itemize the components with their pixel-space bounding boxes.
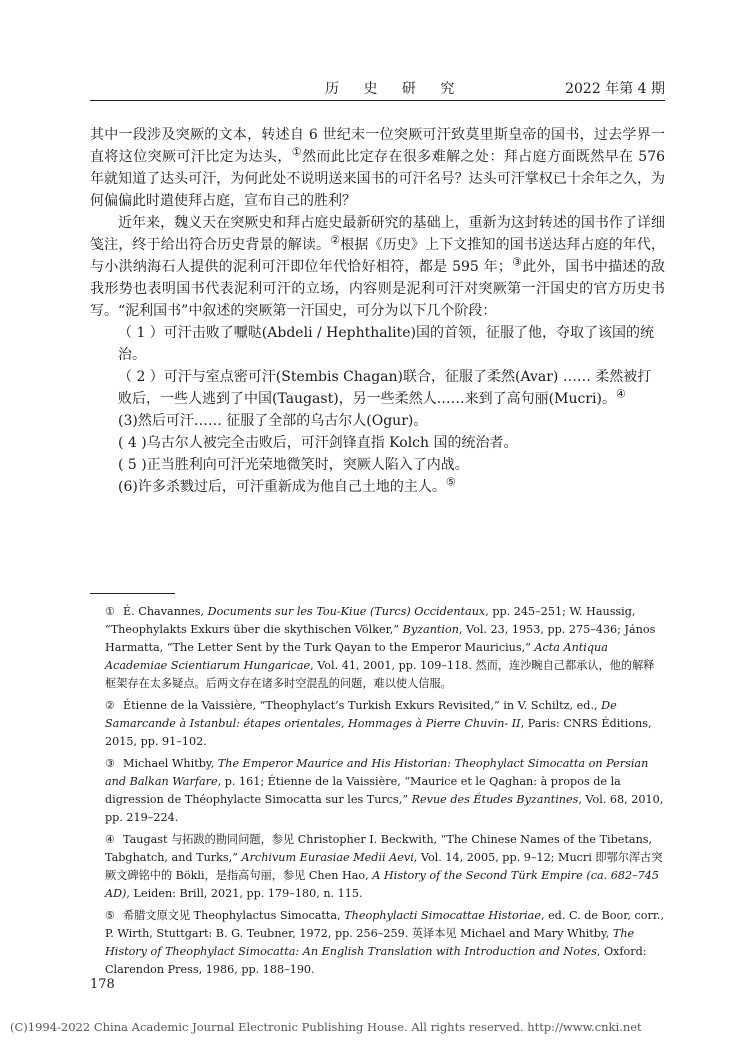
issue-label: 2022 年第 4 期 [565, 81, 665, 97]
footnote-ref[interactable]: ③ [511, 255, 523, 269]
list-item: （ 1 ）可汗击败了嚈哒(Abdeli / Hephthalite)国的首领，征服了他，夺取了该国的统治。 [118, 325, 654, 363]
copyright-notice: (C)1994-2022 China Academic Journal Electronic Publishing House. All rights reserved. http://www.cnki.net [10, 1020, 642, 1034]
list-item: ( 5 )正当胜利向可汗光荣地微笑时，突厥人陷入了内战。 [118, 457, 469, 473]
footnote: ⑤ 希腊文原文见 Theophylactus Simocatta, Theophylacti Simocattae Historiae, ed. C. de Boor, corr., P. Wirth, Stuttgart: B. G. Teubner, 1972, pp. 256–259. 英译本见 Michael and Mary Whitby, The History of Theophylact Simocatta: An English Translation with Introduction and Notes, Oxford: Clarendon Press, 1986, pp. 188–190. [105, 909, 665, 976]
list-item: (6)许多杀戮过后，可汗重新成为他自己土地的主人。⑤ [118, 475, 456, 495]
footnote: ① É. Chavannes, Documents sur les Tou-Kiue (Turcs) Occidentaux, pp. 245–251; W. Haussig, “Theophylakts Exkurs über die skythischen Völker,” Byzantion, Vol. 23, 1953, pp. 275–436; János Harmatta, “The Letter Sent by the Turk Qayan to the Emperor Mauricius,” Acta Antiqua Academiae Scientiarum Hungaricae, Vol. 41, 2001, pp. 109–118. 然而，连沙畹自己都承认，他的解释框架存在太多疑点。后两文存在诸多时空混乱的问题，难以使人信服。 [105, 605, 656, 690]
footnotes [105, 603, 665, 983]
footnote-ref[interactable]: ⑤ [445, 475, 456, 489]
paragraph: 近年来，魏义天在突厥史和拜占庭史最新研究的基础上，重新为这封转述的国书作了详细笺注，终于给出符合历史背景的解读。②根据《历史》上下文推知的国书送达拜占庭的年代，与小洪纳海石人提供的泥利可汗即位年代恰好相符，都是 595 年；③此外，国书中描述的敌我形势也表明国书代表泥利可汗的立场，内容则是泥利可汗对突厥第一汗国史的官方历史书写。“泥利国书”中叙述的突厥第一汗国史，可分为以下几个阶段： [90, 215, 666, 319]
footnote: ③ Michael Whitby, The Emperor Maurice and His Historian: Theophylact Simocatta on Persian and Balkan Warfare, p. 161; Étienne de la Vaissière, “Maurice et le Qaghan: à propos de la digression de Théophylacte Simocatta sur les Turcs,” Revue des Études Byzantines, Vol. 68, 2010, pp. 219–224. [105, 757, 664, 824]
journal-title: 历 史 研 究 [325, 81, 465, 97]
footnote: ④ Taugast 与拓跋的勘同问题，参见 Christopher I. Beckwith, “The Chinese Names of the Tibetans, Tabghatch, and Turks,” Archivum Eurasiae Medii Aevi, Vol. 14, 2005, pp. 9–12; Mucri 即鄂尔浑古突厥文碑铭中的 Bökli，是指高句丽，参见 Chen Hao, A History of the Second Türk Empire (ca. 682–745 AD), Leiden: Brill, 2021, pp. 179–180, n. 115. [105, 833, 663, 900]
paragraph: 其中一段涉及突厥的文本，转述自 6 世纪末一位突厥可汗致莫里斯皇帝的国书，过去学界一直将这位突厥可汗比定为达头，①然而此比定存在很多难解之处：拜占庭方面既然早在 576 年就知道了达头可汗，为何此处不说明送来国书的可汗名号？达头可汗掌权已十余年之久，为何偏偏此时遣使拜占庭，宣布自己的胜利？ [90, 127, 666, 209]
stage-list [118, 322, 665, 498]
page-number: 178 [90, 977, 115, 992]
main-text [90, 124, 665, 498]
footnote-ref[interactable]: ① [291, 145, 303, 159]
footnote-ref[interactable]: ② [330, 233, 341, 247]
list-item: （ 2 ）可汗与室点密可汗(Stembis Chagan)联合，征服了柔然(Avar) …… 柔然被打败后，一些人逃到了中国(Taugast)，另一些柔然人……来到了高句丽(Mucri)。④ [118, 369, 652, 407]
footnote-divider [90, 593, 175, 594]
footnote: ② Étienne de la Vaissière, “Theophylact’s Turkish Exkurs Revisited,” in V. Schiltz, ed., De Samarcande à Istanbul: étapes orientales, Hommages à Pierre Chuvin- II, Paris: CNRS Éditions, 2015, pp. 91–102. [105, 699, 652, 748]
footnote-ref[interactable]: ④ [615, 387, 626, 401]
list-item: (3)然后可汗…… 征服了全部的乌古尔人(Ogur)。 [118, 413, 428, 429]
list-item: ( 4 )乌古尔人被完全击败后，可汗剑锋直指 Kolch 国的统治者。 [118, 435, 518, 451]
running-header [90, 72, 665, 101]
